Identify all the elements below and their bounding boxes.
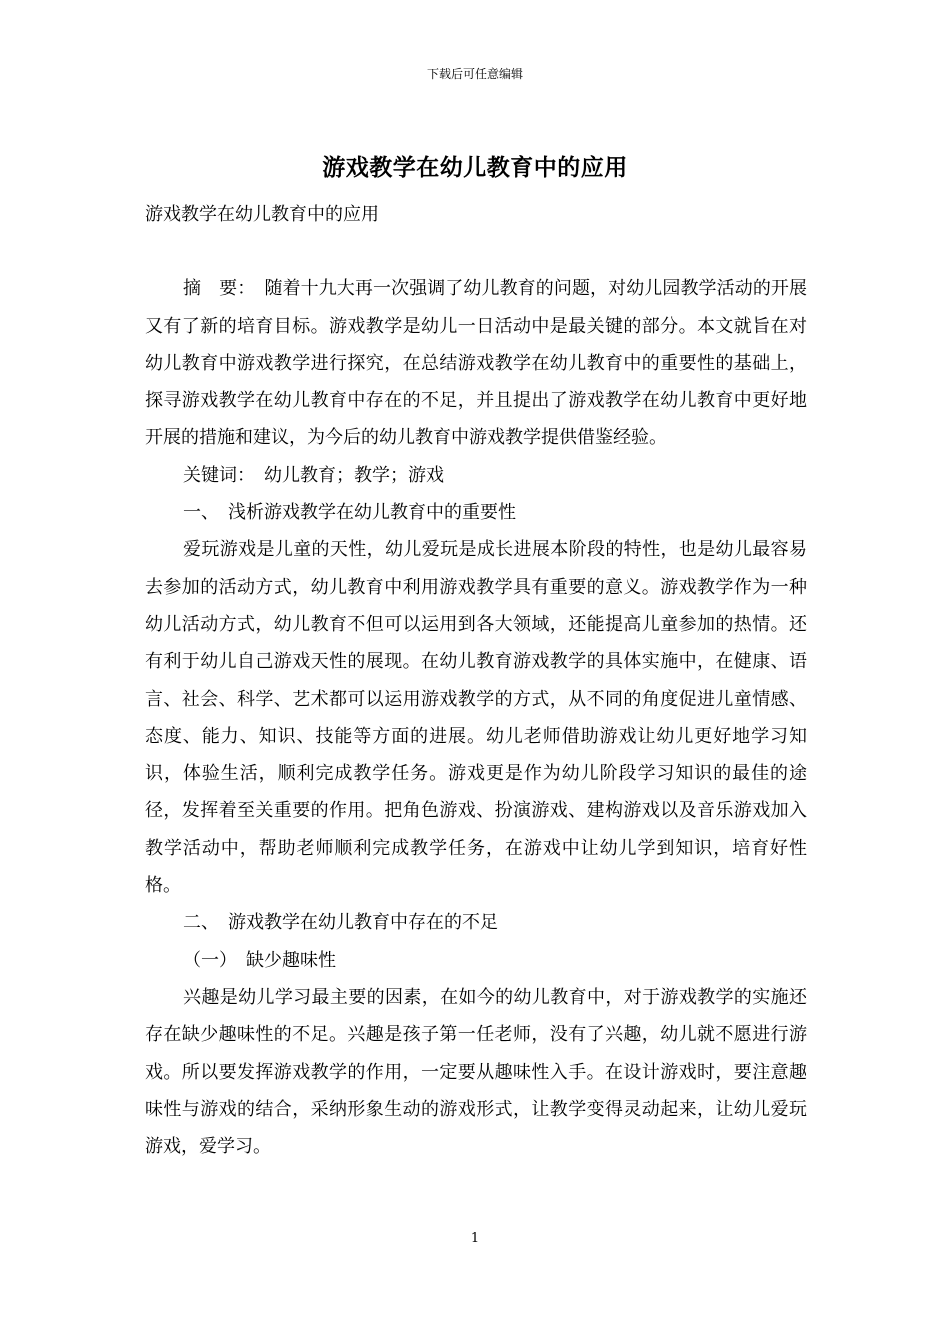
section-2-heading: 二、 游戏教学在幼儿教育中存在的不足 xyxy=(183,912,498,934)
section-1-paragraph: 爱玩游戏是儿童的天性，幼儿爱玩是成长进展本阶段的特性，也是幼儿最容易去参加的活动方式，幼儿教育中利用游戏教学具有重要的意义。游戏教学作为一种幼儿活动方式，幼儿教育不但可以运用到各大领域，还能提高儿童参加的热情。还有利于幼儿自己游戏天性的展现。在幼儿教育游戏教学的具体实施中，在健康、语言、社会、科学、艺术都可以运用游戏教学的方式，从不同的角度促进儿童情感、态度、能力、知识、技能等方面的进展。幼儿老师借助游戏让幼儿更好地学习知识，体验生活，顺利完成教学任务。游戏更是作为幼儿阶段学习知识的最佳的途径，发挥着至关重要的作用。把角色游戏、扮演游戏、建构游戏以及音乐游戏加入教学活动中，帮助老师顺利完成教学任务，在游戏中让幼儿学到知识，培育好性格。 xyxy=(145,539,807,897)
section-1-heading: 一、 浅析游戏教学在幼儿教育中的重要性 xyxy=(183,502,516,524)
document-subtitle: 游戏教学在幼儿教育中的应用 xyxy=(145,204,379,225)
document-title: 游戏教学在幼儿教育中的应用 xyxy=(322,154,628,181)
subsection-1-paragraph: 兴趣是幼儿学习最主要的因素，在如今的幼儿教育中，对于游戏教学的实施还存在缺少趣味性的不足。兴趣是孩子第一任老师，没有了兴趣，幼儿就不愿进行游戏。所以要发挥游戏教学的作用，一定要从趣味性入手。在设计游戏时，要注意趣味性与游戏的结合，采纳形象生动的游戏形式，让教学变得灵动起来，让幼儿爱玩游戏，爱学习。 xyxy=(145,986,807,1158)
keywords-line: 关键词： 幼儿教育；教学；游戏 xyxy=(183,464,444,486)
document-body xyxy=(145,196,807,1165)
abstract-paragraph: 摘 要： 随着十九大再一次强调了幼儿教育的问题，对幼儿园教学活动的开展又有了新的培育目标。游戏教学是幼儿一日活动中是最关键的部分。本文就旨在对幼儿教育中游戏教学进行探究，在总结游戏教学在幼儿教育中的重要性的基础上，探寻游戏教学在幼儿教育中存在的不足，并且提出了游戏教学在幼儿教育中更好地开展的措施和建议，为今后的幼儿教育中游戏教学提供借鉴经验。 xyxy=(145,278,807,449)
page-number: 1 xyxy=(470,1231,480,1246)
spacer xyxy=(145,233,807,270)
subsection-1-heading: （一） 缺少趣味性 xyxy=(183,949,336,971)
page-header: 下载后可任意编辑 xyxy=(426,67,523,81)
